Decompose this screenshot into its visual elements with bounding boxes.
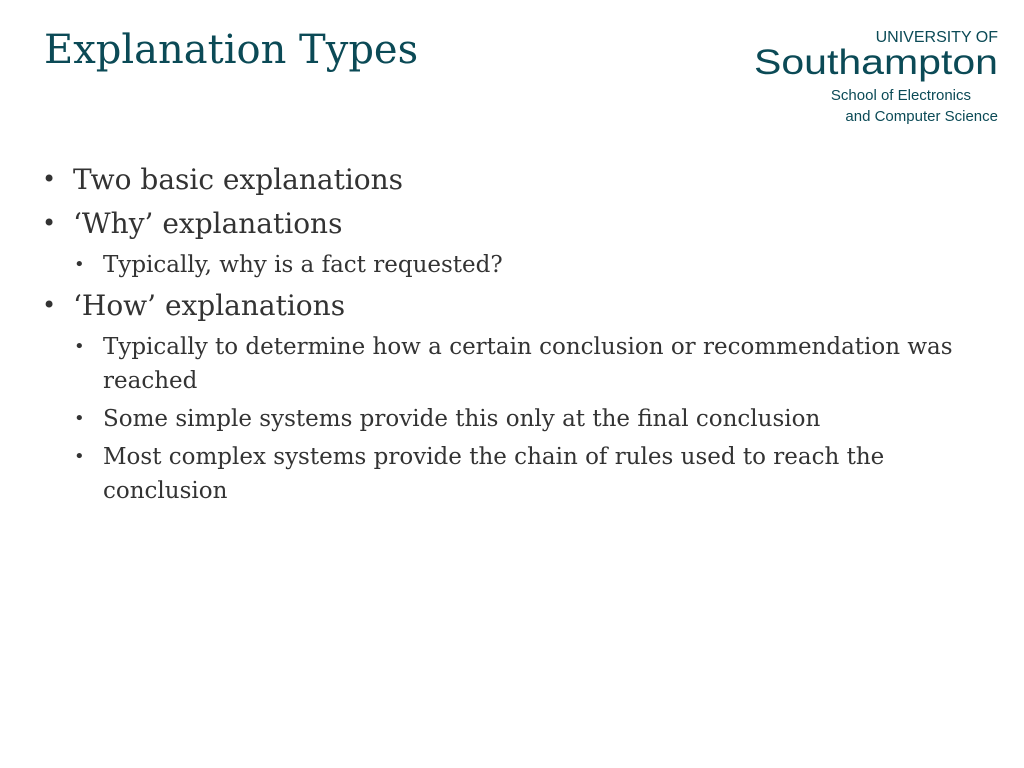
university-logo-graphic (752, 26, 1002, 126)
logo-line-department: and Computer Science (845, 108, 998, 125)
sub-bullet-item: • Typically to determine how a certain conclusion or recommendation was reached (40, 330, 980, 398)
university-logo (752, 26, 1002, 126)
bullet-item: • ‘How’ explanations (40, 285, 980, 326)
sub-bullet-item: • Some simple systems provide this only at the final conclusion (40, 402, 980, 436)
sub-bullet-item: • Typically, why is a fact requested? (40, 248, 980, 282)
bullet-item: • Two basic explanations (40, 159, 980, 200)
sub-bullet-item: • Most complex systems provide the chain of rules used to reach the conclusion (40, 440, 980, 508)
logo-line-university-of: UNIVERSITY OF (875, 29, 998, 46)
logo-line-southampton: Southampton (754, 43, 998, 82)
bullet-list (40, 156, 980, 508)
logo-line-school: School of Electronics (830, 87, 971, 104)
bullet-item: • ‘Why’ explanations (40, 203, 980, 244)
slide-title: Explanation Types (44, 27, 419, 73)
